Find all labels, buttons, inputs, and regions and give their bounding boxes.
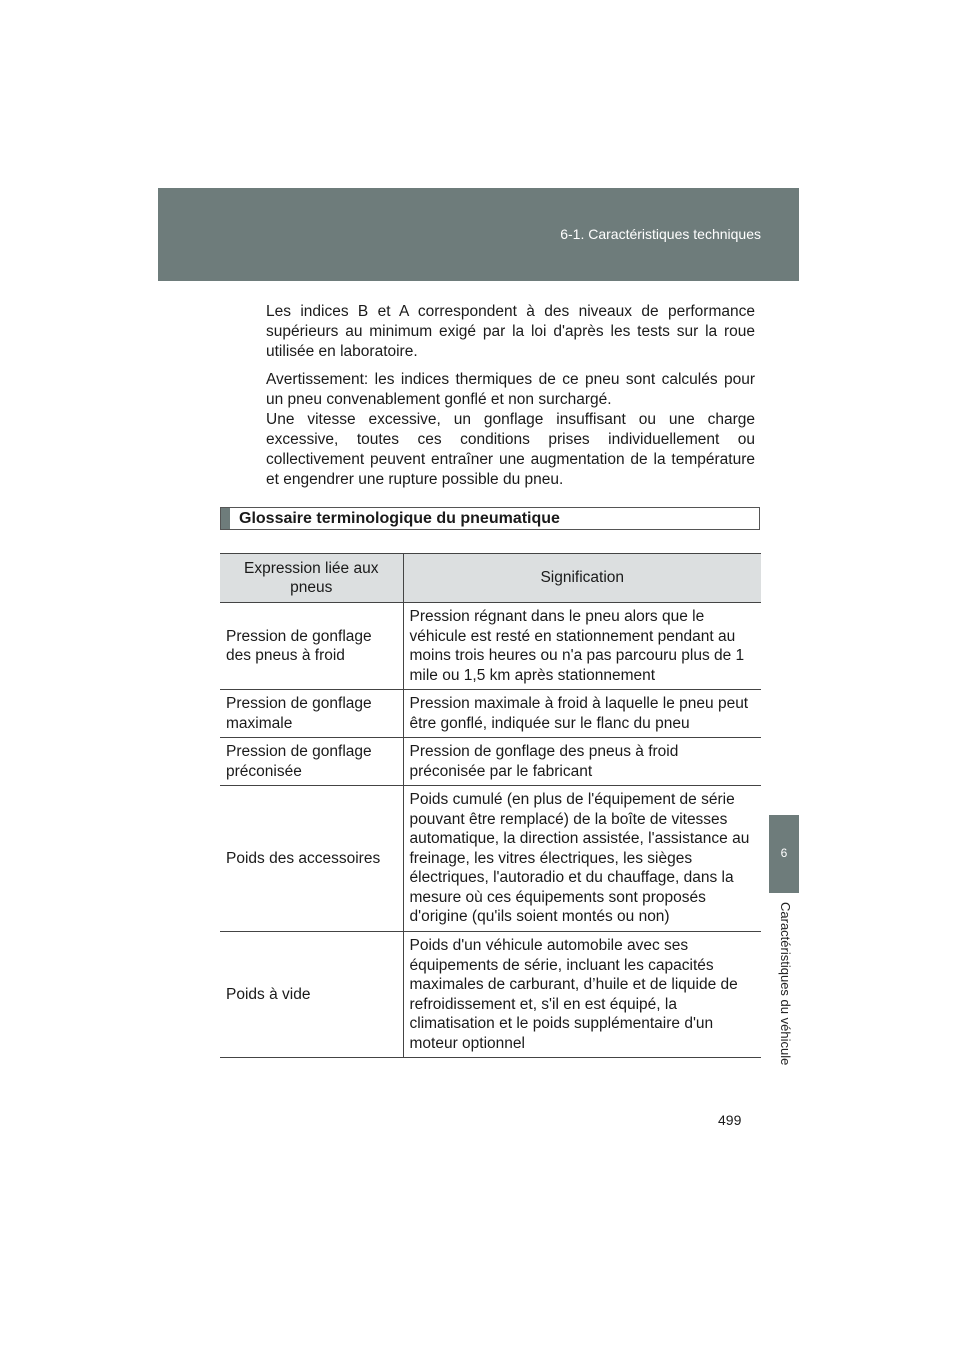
- term-cell: Pression de gonflage préconisée: [220, 738, 403, 786]
- paragraph-warning: [266, 370, 755, 490]
- section-heading: [220, 507, 760, 530]
- header-term: Expression liée aux pneus: [220, 554, 403, 603]
- header-band: [158, 188, 799, 281]
- table-header-row: [220, 554, 761, 603]
- page-number: 499: [718, 1112, 742, 1128]
- table-row: [220, 690, 761, 738]
- table-row: [220, 738, 761, 786]
- header-meaning: Signification: [403, 554, 761, 603]
- section-title: 6-1. Caractéristiques techniques: [560, 226, 761, 242]
- warning-line-2: Une vitesse excessive, un gonflage insuffisant ou une charge excessive, toutes ces conditions prises individuellement ou collectivement peuvent entraîner une augmentation de la température et engendrer une rupture possible du pneu.: [266, 411, 755, 488]
- chapter-label: Caractéristiques du véhicule: [778, 902, 793, 1066]
- meaning-cell: Poids cumulé (en plus de l'équipement de série pouvant être remplacé) de la boîte de vitesses automatique, la direction assistée, l'assistance au freinage, les vitres électriques, les sièges électriques, l'autoradio et du chauffage, dans la mesure où ces équipements sont proposés d'origine (qu'ils soient montés ou non): [403, 786, 761, 932]
- warning-line-1: Avertissement: les indices thermiques de ce pneu sont calculés pour un pneu convenablement gonflé et non surchargé.: [266, 371, 755, 408]
- term-cell: Poids des accessoires: [220, 786, 403, 932]
- paragraph-indices: Les indices B et A correspondent à des niveaux de performance supérieurs au minimum exigé par la loi d'après les tests sur la roue utilisée en laboratoire.: [266, 303, 755, 360]
- section-heading-text: Glossaire terminologique du pneumatique: [239, 510, 560, 527]
- chapter-tab: [769, 815, 799, 893]
- term-cell: Pression de gonflage des pneus à froid: [220, 603, 403, 690]
- term-cell: Pression de gonflage maximale: [220, 690, 403, 738]
- meaning-cell: Poids d'un véhicule automobile avec ses équipements de série, incluant les capacités maximales de carburant, d’huile et de liquide de refroidissement et, s'il en est équipé, la climatisation et le poids supplémentaire d'un moteur optionnel: [403, 932, 761, 1058]
- term-cell: Poids à vide: [220, 932, 403, 1058]
- meaning-cell: Pression de gonflage des pneus à froid préconisée par le fabricant: [403, 738, 761, 786]
- meaning-cell: Pression régnant dans le pneu alors que le véhicule est resté en stationnement pendant au moins trois heures ou n'a pas parcouru plus de 1 mile ou 1,5 km après stationnement: [403, 603, 761, 690]
- meaning-cell: Pression maximale à froid à laquelle le pneu peut être gonflé, indiquée sur le flanc du pneu: [403, 690, 761, 738]
- heading-accent-bar: [221, 508, 230, 529]
- chapter-number: 6: [780, 846, 788, 860]
- table-row: [220, 603, 761, 690]
- table-row: [220, 932, 761, 1058]
- table-row: [220, 786, 761, 932]
- glossary-table: [220, 553, 761, 1058]
